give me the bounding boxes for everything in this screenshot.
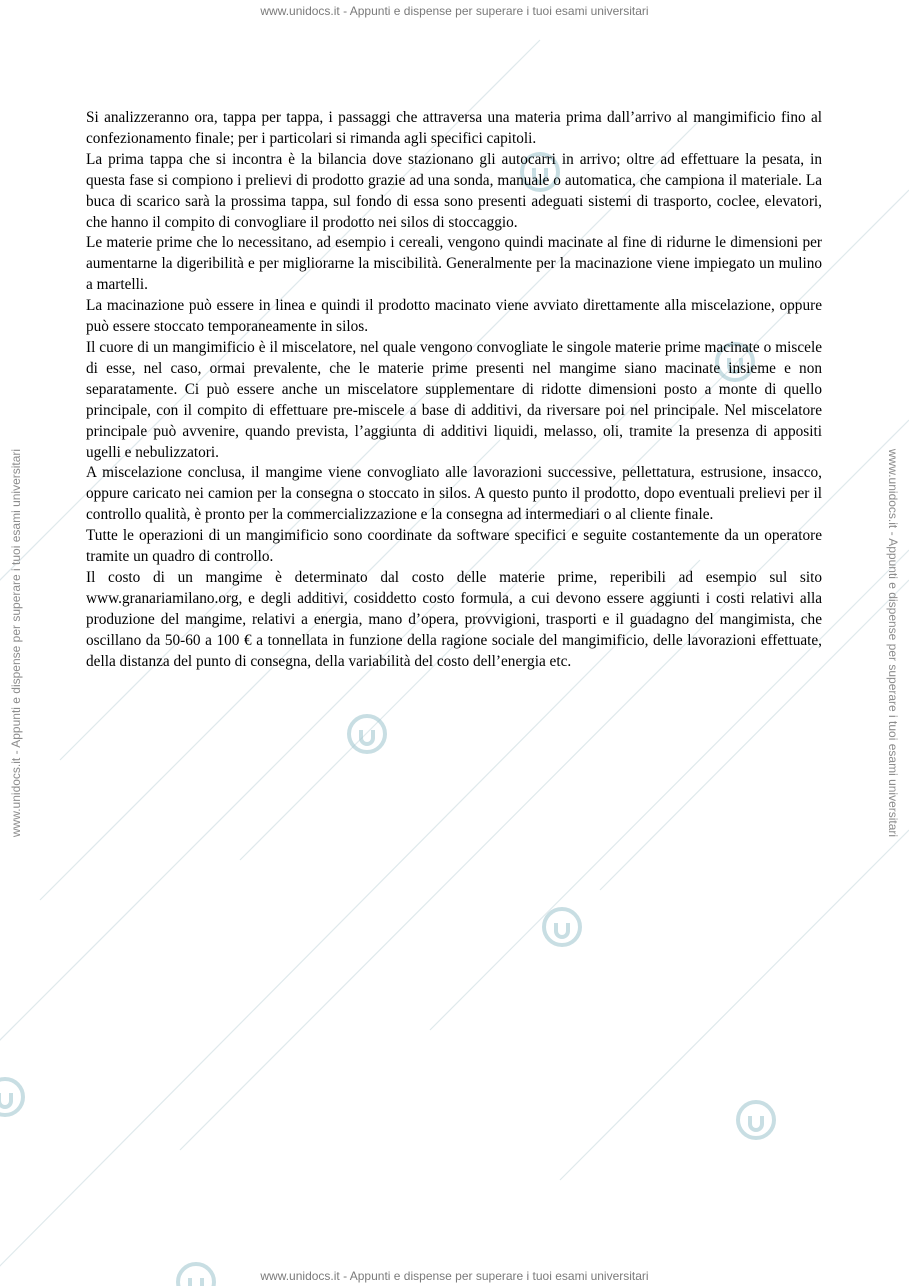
document-body — [86, 108, 822, 672]
watermark-logo-icon — [738, 1102, 774, 1138]
paragraph: Le materie prime che lo necessitano, ad esempio i cereali, vengono quindi macinate al fine di ridurne le dimensioni per aumentarne la digeribilità e per migliorarne la miscibilità. Generalmente per la macinazione viene impiegato un mulino a martelli. — [86, 234, 822, 294]
watermark-left-text: www.unidocs.it - Appunti e dispense per superare i tuoi esami universitari — [9, 448, 23, 838]
watermark-logo-icon — [0, 1079, 23, 1115]
watermark-top-text: www.unidocs.it - Appunti e dispense per superare i tuoi esami universitari — [260, 4, 649, 18]
paragraph: La macinazione può essere in linea e quindi il prodotto macinato viene avviato direttamente alla miscelazione, oppure può essere stoccato temporaneamente in silos. — [86, 297, 822, 336]
watermark-logo-icon — [349, 716, 385, 752]
watermark-right-text: www.unidocs.it - Appunti e dispense per superare i tuoi esami universitari — [886, 448, 900, 838]
watermark-logo-icon — [544, 909, 580, 945]
paragraph: Tutte le operazioni di un mangimificio sono coordinate da software specifici e seguite costantemente da un operatore tramite un quadro di controllo. — [86, 527, 822, 566]
paragraph: Il costo di un mangime è determinato dal costo delle materie prime, reperibili ad esempio sul sito www.granariamilano.org, e degli additivi, cosiddetto costo formula, a cui devono essere aggiunti i costi relativi alla produzione del mangime, relativi a energia, mano d’opera, provvigioni, trasporti e il guadagno del mangimista, che oscillano da 50-60 a 100 € a tonnellata in funzione della ragione sociale del mangimificio, delle lavorazioni effettuate, della distanza del punto di consegna, della variabilità del costo dell’energia etc. — [86, 568, 822, 670]
paragraph: Il cuore di un mangimificio è il miscelatore, nel quale vengono convogliate le singole materie prime macinate o miscele di esse, nel caso, ormai prevalente, che le materie prime presenti nel mangime siano macinate insieme e non separatamente. Ci può essere anche un miscelatore supplementare di ridotte dimensioni posto a monte di quello principale, con il compito di effettuare pre-miscele a base di additivi, da riversare poi nel principale. Nel miscelatore principale può avvenire, quando prevista, l’aggiunta di additivi liquidi, melasso, oli, tramite la presenza di appositi ugelli e nebulizzatori. — [86, 338, 822, 461]
paragraph: A miscelazione conclusa, il mangime viene convogliato alle lavorazioni successive, pellettatura, estrusione, insacco, oppure caricato nei camion per la consegna o stoccato in silos. A questo punto il prodotto, dopo eventuali prelievi per il controllo qualità, è pronto per la commercializzazione e la consegna ad intermediari o al cliente finale. — [86, 464, 822, 524]
paragraph: Si analizzeranno ora, tappa per tappa, i passaggi che attraversa una materia prima dall’arrivo al mangimificio fino al confezionamento finale; per i particolari si rimanda agli specifici capitoli. — [86, 109, 822, 147]
paragraph: La prima tappa che si incontra è la bilancia dove stazionano gli autocarri in arrivo; oltre ad effettuare la pesata, in questa fase si compiono i prelievi di prodotto grazie ad una sonda, manuale o automatica, che campiona il materiale. La buca di scarico sarà la prossima tappa, sul fondo di essa sono presenti adeguati sistemi di trasporto, coclee, elevatori, che hanno il compito di convogliare il prodotto nei silos di stoccaggio. — [86, 150, 822, 231]
watermark-bottom-text: www.unidocs.it - Appunti e dispense per superare i tuoi esami universitari — [260, 1269, 649, 1283]
